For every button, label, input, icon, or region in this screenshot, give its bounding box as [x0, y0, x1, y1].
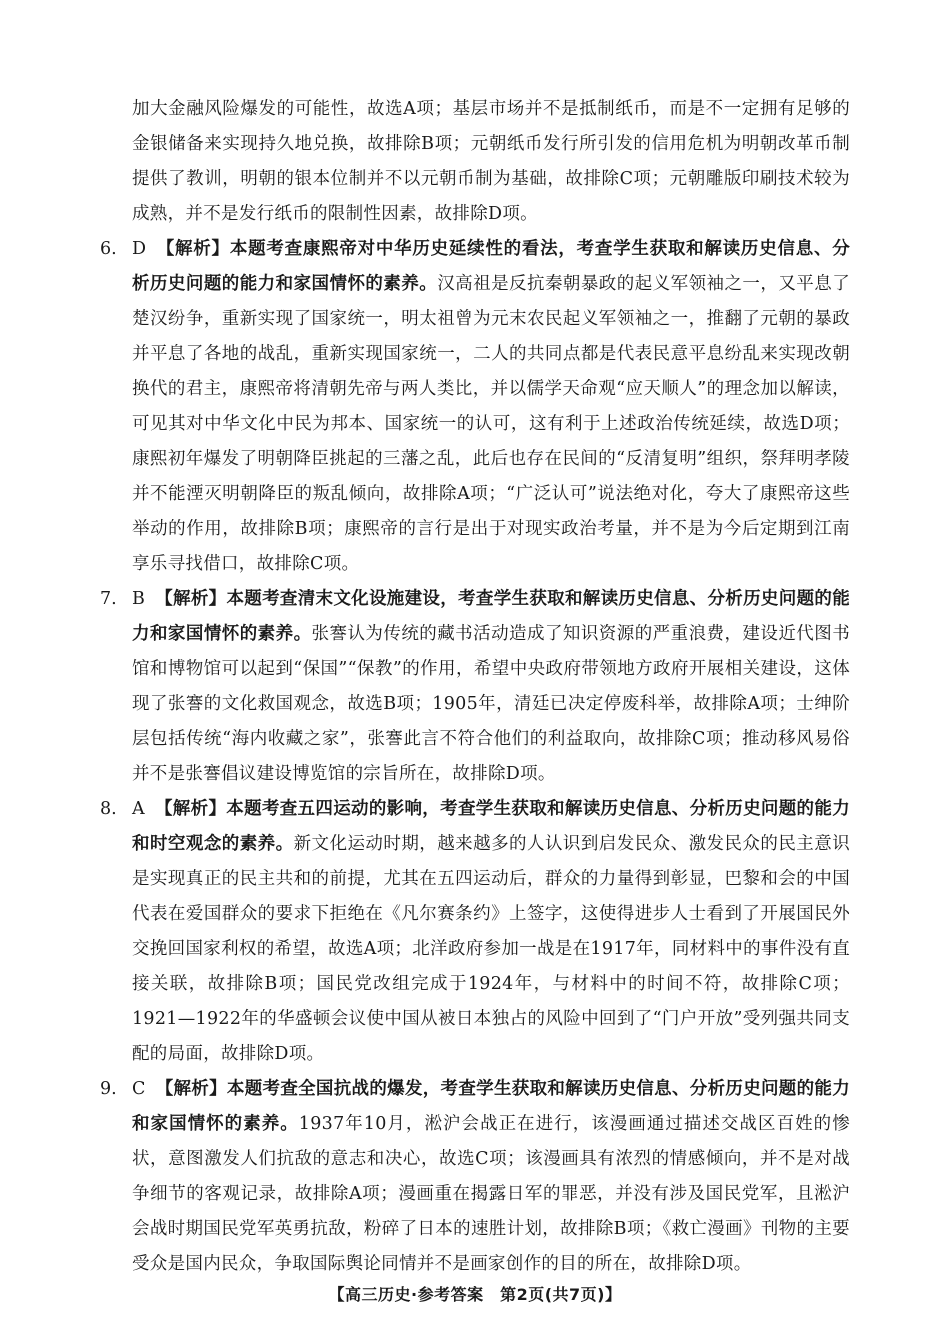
- answer-content: [100, 92, 850, 1282]
- continued-explanation: 加大金融风险爆发的可能性，故选A项；基层市场并不是抵制纸币，而是不一定拥有足够的金银储备来实现持久地兑换，故排除B项；元朝纸币发行所引发的信用危机为明朝改革币制提供了教训，明朝的银本位制并不以元朝币制为基础，故排除C项；元朝雕版印刷技术较为成熟，并不是发行纸币的限制性因素，故排除D项。: [132, 99, 850, 224]
- question-number: 8.: [100, 799, 117, 819]
- analysis-body: 1937年10月，淞沪会战正在进行，该漫画通过描述交战区百姓的惨状，意图激发人们抗敌的意志和决心，故选C项；该漫画具有浓烈的情感倾向，并不是对战争细节的客观记录，故排除A项；漫画重在揭露日军的罪恶，并没有涉及国民党军，且淞沪会战时期国民党军英勇抗敌，粉碎了日本的速胜计划，故排除B项；《救亡漫画》刊物的主要受众是国内民众，争取国际舆论同情并不是画家创作的目的所在，故排除D项。: [132, 1114, 850, 1274]
- analysis-tag: 【解析】: [156, 239, 230, 259]
- page-footer: 【高三历史·参考答案 第2页(共7页)】: [328, 1285, 622, 1304]
- answer-item-7: [100, 582, 850, 792]
- answer-letter: D: [132, 239, 147, 259]
- analysis-intro: 本题考查清末文化设施建设，考查学生获取和解读历史信息、分析历史问题的能力和家国情怀的素养。: [132, 589, 850, 644]
- analysis-tag: 【解析】: [155, 589, 227, 609]
- explanation-text: [132, 232, 850, 582]
- analysis-tag: 【解析】: [155, 1079, 227, 1099]
- analysis-intro: 本题考查康熙帝对中华历史延续性的看法，考查学生获取和解读历史信息、分析历史问题的能力和家国情怀的素养。: [132, 239, 851, 294]
- question-number: 9.: [100, 1079, 117, 1099]
- analysis-body: 张謇认为传统的藏书活动造成了知识资源的严重浪费，建设近代图书馆和博物馆可以起到“保国”“保教”的作用，希望中央政府带领地方政府开展相关建设，这体现了张謇的文化救国观念，故选B项；1905年，清廷已决定停废科举，故排除A项；士绅阶层包括传统“海内收藏之家”，张謇此言不符合他们的利益取向，故排除C项；推动移风易俗并不是张謇倡议建设博览馆的宗旨所在，故排除D项。: [132, 624, 851, 784]
- answer-item-9: [100, 1072, 850, 1282]
- analysis-tag: 【解析】: [154, 799, 227, 819]
- explanation-text: [132, 1072, 850, 1282]
- answer-letter: C: [132, 1079, 146, 1099]
- analysis-body: 汉高祖是反抗秦朝暴政的起义军领袖之一，又平息了楚汉纷争，重新实现了国家统一，明太祖曾为元末农民起义军领袖之一，推翻了元朝的暴政并平息了各地的战乱，重新实现国家统一，二人的共同点都是代表民意平息纷乱来实现改朝换代的君主，康熙帝将清朝先帝与两人类比，并以儒学天命观“应天顺人”的理念加以解读，可见其对中华文化中民为邦本、国家统一的认可，这有利于上述政治传统延续，故选D项；康熙初年爆发了明朝降臣挑起的三藩之乱，此后也存在民间的“反清复明”组织，祭拜明孝陵并不能湮灭明朝降臣的叛乱倾向，故排除A项；“广泛认可”说法绝对化，夸大了康熙帝这些举动的作用，故排除B项；康熙帝的言行是出于对现实政治考量，并不是为今后定期到江南享乐寻找借口，故排除C项。: [132, 274, 850, 574]
- answer-letter: A: [132, 799, 145, 819]
- question-number: 7.: [100, 589, 117, 609]
- analysis-intro: 本题考查全国抗战的爆发，考查学生获取和解读历史信息、分析历史问题的能力和家国情怀的素养。: [132, 1079, 851, 1134]
- explanation-text: [132, 792, 850, 1072]
- explanation-text: [132, 582, 850, 792]
- analysis-body: 新文化运动时期，越来越多的人认识到启发民众、激发民众的民主意识是实现真正的民主共和的前提，尤其在五四运动后，群众的力量得到彰显，巴黎和会的中国代表在爱国群众的要求下拒绝在《凡尔赛条约》上签字，这使得进步人士看到了开展国民外交挽回国家利权的希望，故选A项；北洋政府参加一战是在1917年，同材料中的事件没有直接关联，故排除B项；国民党改组完成于1924年，与材料中的时间不符，故排除C项；1921—1922年的华盛顿会议使中国从被日本独占的风险中回到了“门户开放”受列强共同支配的局面，故排除D项。: [132, 834, 850, 1064]
- question-number: 6.: [100, 239, 117, 259]
- answer-item-8: [100, 792, 850, 1072]
- answer-letter: B: [132, 589, 146, 609]
- answer-item-6: [100, 232, 850, 582]
- analysis-intro: 本题考查五四运动的影响，考查学生获取和解读历史信息、分析历史问题的能力和时空观念的素养。: [132, 799, 850, 854]
